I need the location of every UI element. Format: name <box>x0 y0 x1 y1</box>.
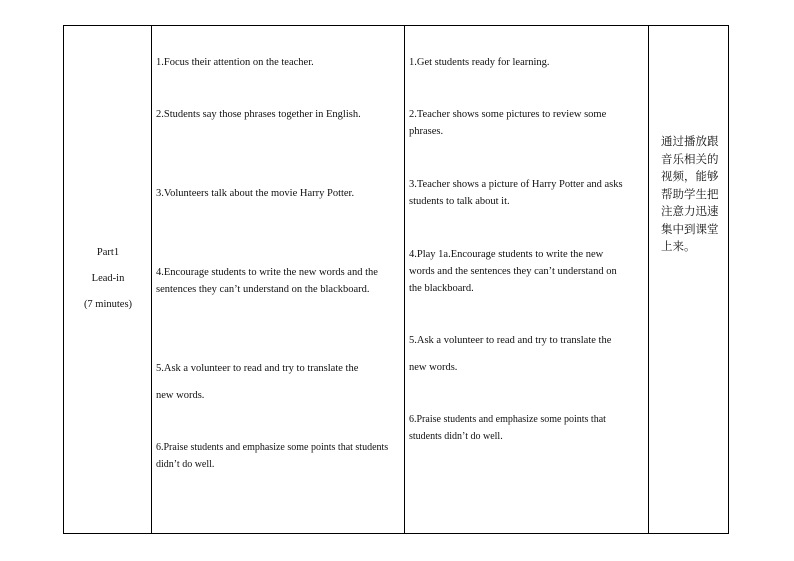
part-subtitle: Lead-in <box>91 273 125 284</box>
lesson-plan-table <box>63 25 729 534</box>
teacher-activity-2: 2.Students say those phrases together in English. <box>156 109 361 120</box>
teacher-activity-5-cont: new words. <box>156 390 205 401</box>
student-activities-column <box>405 26 649 533</box>
teacher-activity-6: 6.Praise students and emphasize some points that students didn’t do well. <box>156 442 389 470</box>
teacher-activity-1: 1.Focus their attention on the teacher. <box>156 57 314 68</box>
student-activity-3: 3.Teacher shows a picture of Harry Potter and asks students to talk about it. <box>409 179 623 207</box>
teacher-activity-3: 3.Volunteers talk about the movie Harry Potter. <box>156 188 355 199</box>
part-column <box>64 26 152 533</box>
purpose-text: 通过播放跟音乐相关的视频，能够帮助学生把注意力迅速集中到课堂上来。 <box>661 134 719 253</box>
teacher-activities-column <box>152 26 405 533</box>
purpose-column <box>649 26 728 533</box>
part-cell <box>64 240 152 318</box>
teacher-activity-5: 5.Ask a volunteer to read and try to translate the <box>156 363 359 374</box>
student-activity-5-cont: new words. <box>409 362 458 373</box>
student-activity-2: 2.Teacher shows some pictures to review some phrases. <box>409 109 607 137</box>
part-duration: (7 minutes) <box>83 299 133 310</box>
student-activity-5: 5.Ask a volunteer to read and try to translate the <box>409 335 612 346</box>
teacher-activity-4: 4.Encourage students to write the new words and the sentences they can’t understand on the blackboard. <box>156 267 378 295</box>
student-activity-4: 4.Play 1a.Encourage students to write the new words and the sentences they can’t understand on the blackboard. <box>409 249 617 294</box>
student-activity-1: 1.Get students ready for learning. <box>409 57 550 68</box>
student-activity-6: 6.Praise students and emphasize some points that students didn’t do well. <box>409 414 606 442</box>
part-title: Part1 <box>96 247 120 258</box>
